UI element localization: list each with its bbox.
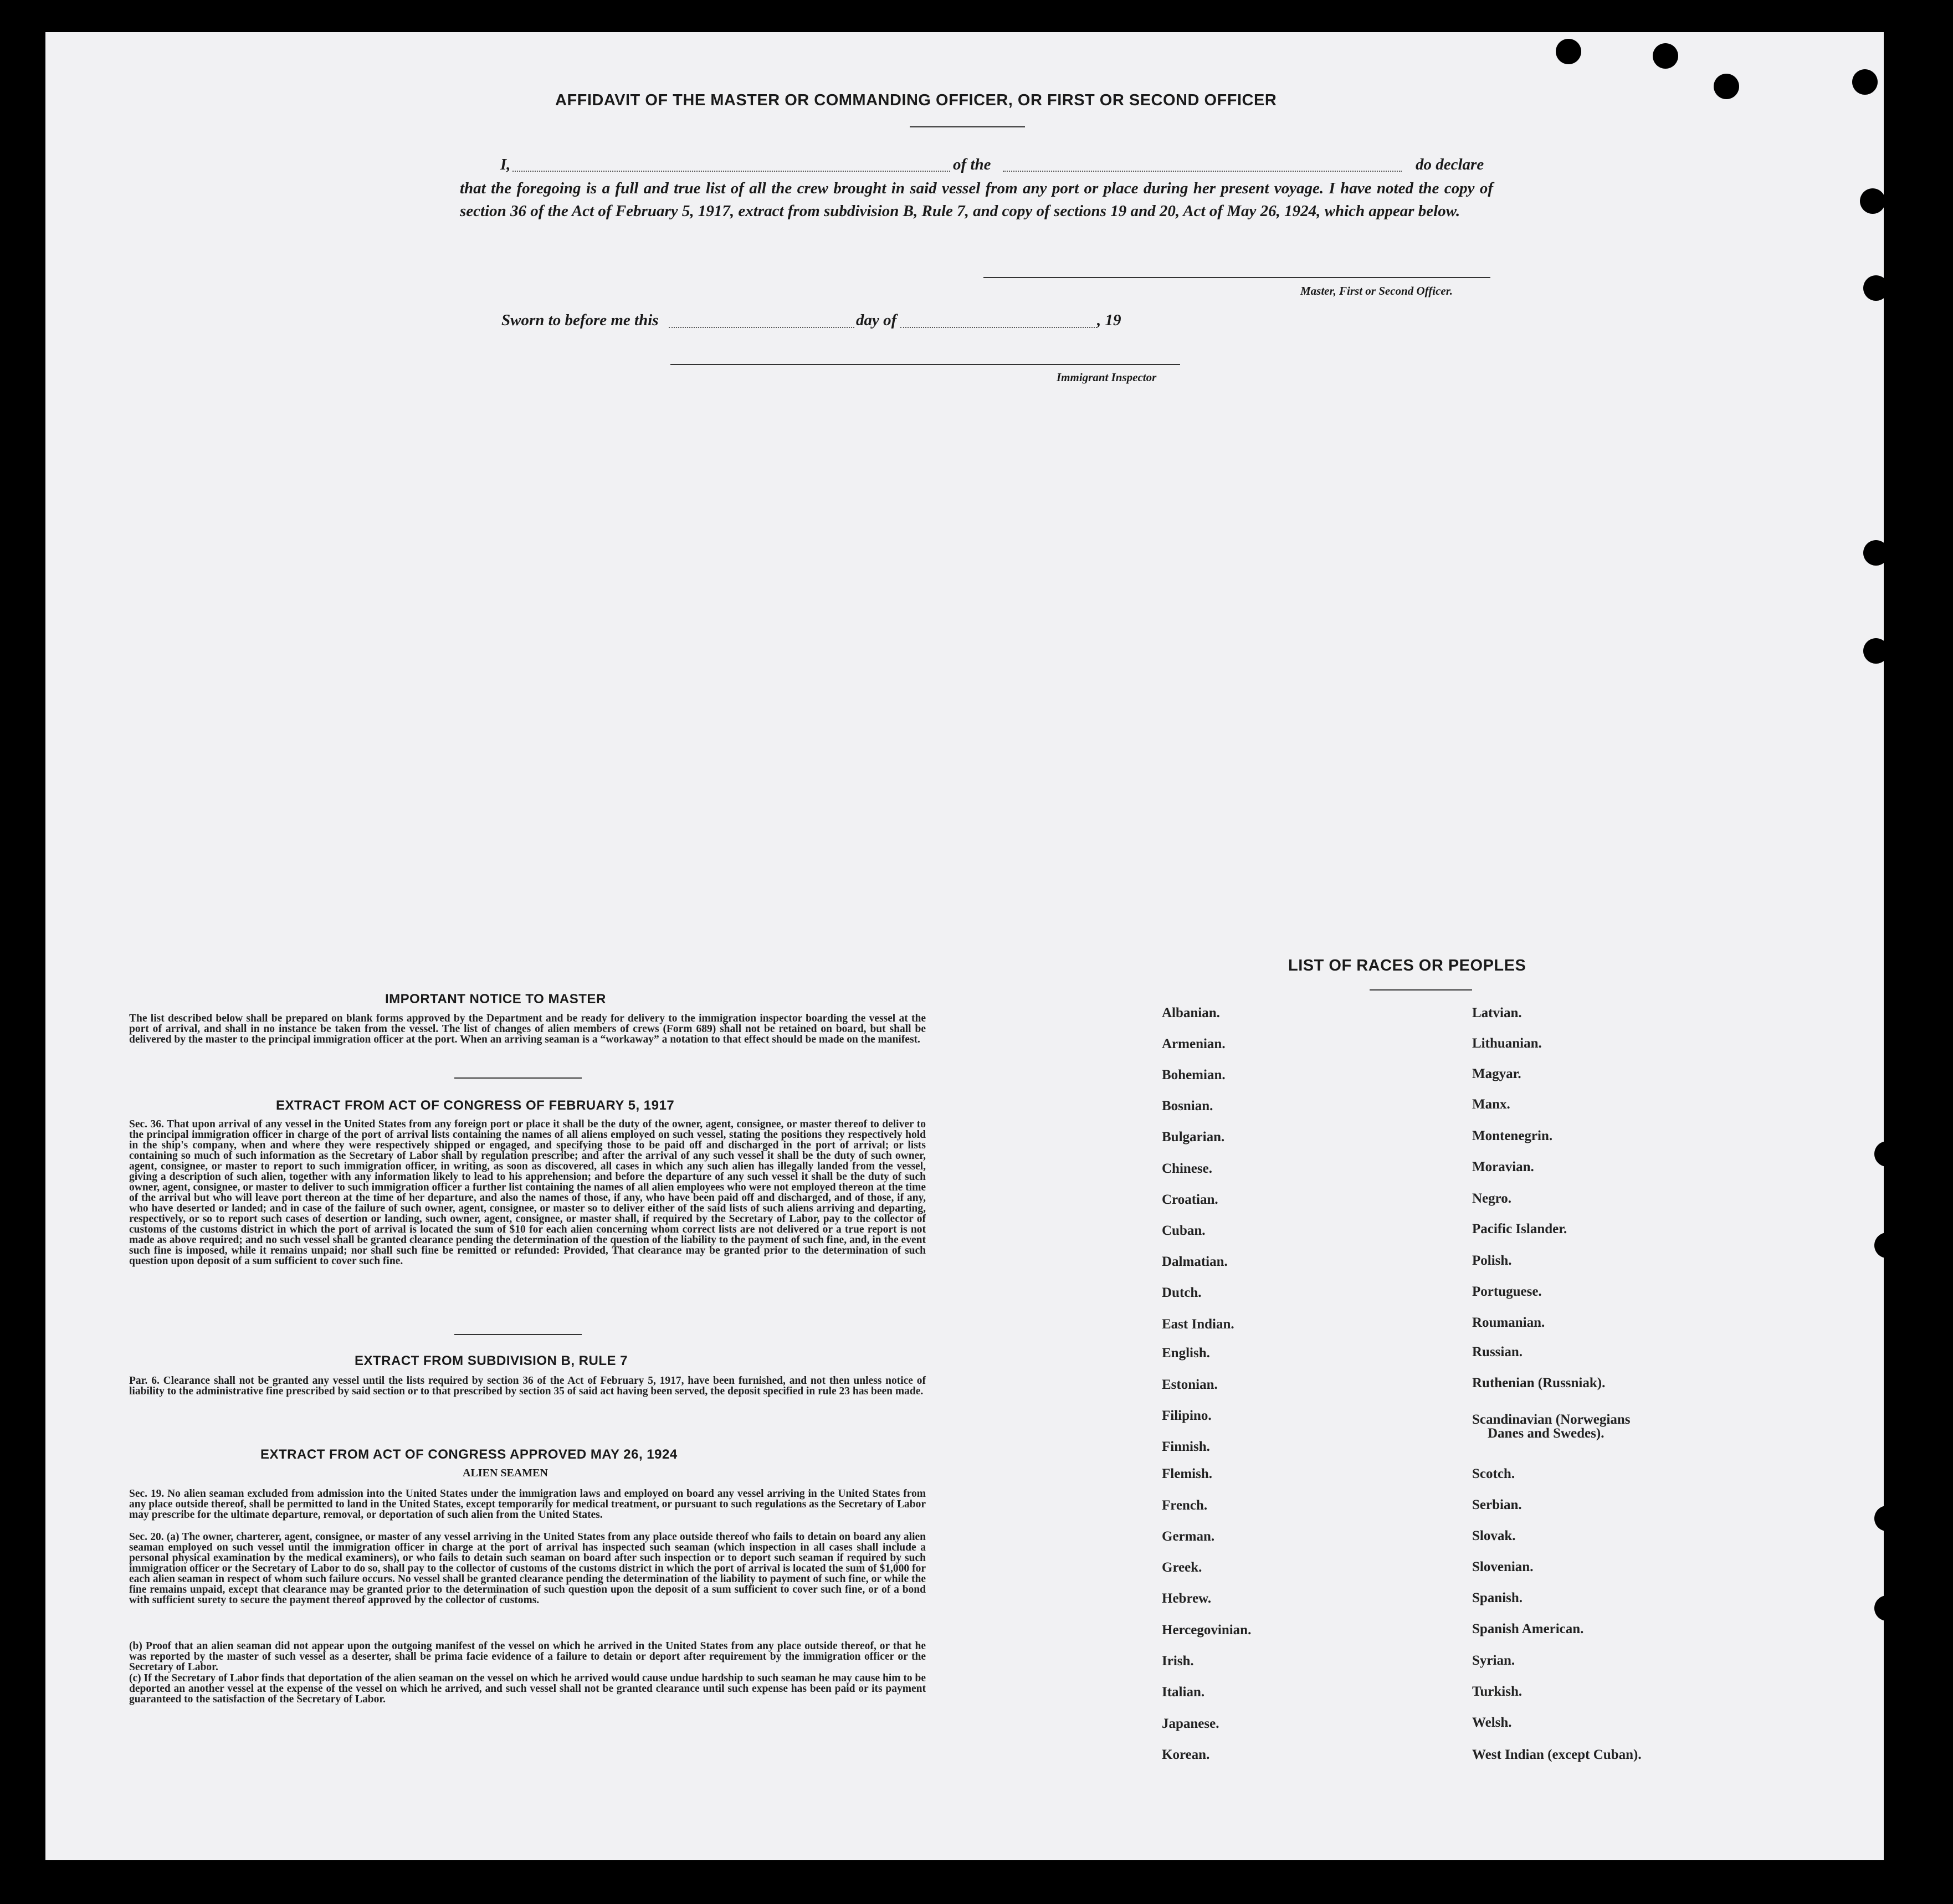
race-item: Finnish. (1162, 1439, 1210, 1454)
punch-hole (1874, 1141, 1900, 1167)
race-item: Albanian. (1162, 1005, 1220, 1020)
sec20a-body: Sec. 20. (a) The owner, charterer, agent, consignee, or master of any vessel arriving in the United States from any place outside thereof who fails to detain on board any alien seaman employed on such vessel until the immigration officer in charge at the port of arrival has inspected such seaman (which inspection in all cases shall include a personal physical examination by the medical examiners), or who fails to detain such seaman on board after such inspection or to deport such seaman if required by such immigration officer or the Secretary of Labor to do so, shall pay to the collector of customs of the customs district in which the port of arrival is located the sum of $1,000 for each alien seaman in respect of whom such failure occurs. No vessel shall be granted clearance pending the determination of the liability to payment of such fine, or while the fine remains unpaid, except that clearance may be granted prior to the determination of such question upon the deposit of a sum sufficient to cover such fine, or of a bond with sufficient surety to secure the payment thereof approved by the collector of customs. (129, 1531, 926, 1606)
title-divider (910, 126, 1025, 127)
race-item: Manx. (1472, 1097, 1510, 1112)
race-item: Japanese. (1162, 1716, 1219, 1731)
sec19-body: Sec. 19. No alien seaman excluded from admission into the United States under the immigration laws and employed on board any vessel arriving in the United States from any place outside thereof, shall be permitted to land in the United States, except temporarily for medical treatment, or pursuant to such regulations as the Secretary of Labor may prescribe for the ultimate departure, removal, or deportation of such alien from the United States. (129, 1488, 926, 1521)
vessel-field[interactable] (1003, 171, 1402, 172)
race-item: Danes and Swedes). (1488, 1426, 1605, 1441)
punch-hole (1852, 69, 1878, 95)
race-item: Moravian. (1472, 1159, 1534, 1174)
race-item: Latvian. (1472, 1005, 1522, 1020)
section-divider (454, 1334, 582, 1335)
notice-body: The list described below shall be prepared on blank forms approved by the Department and be ready for delivery to the immigration inspector boarding the vessel at the port of arrival, and shall in no instance be taken from the vessel. The list of changes of alien members of crews (Form 689) shall not be retained on board, but shall be delivered by the master to the principal immigration officer at the port. When an arriving seaman is a “workaway” a notation to that effect should be made on the manifest. (129, 1013, 926, 1045)
sec20b-body: (b) Proof that an alien seaman did not appear upon the outgoing manifest of the vessel on which he arrived in the United States from any place outside thereof, or that he was reported by the master of such vessel as a deserter, shall be prima facie evidence of a failure to detain or deport after requirement by the immigration officer or the Secretary of Labor. (129, 1640, 926, 1673)
race-item: Estonian. (1162, 1377, 1218, 1392)
punch-hole (1874, 1595, 1900, 1621)
race-item: Flemish. (1162, 1466, 1212, 1481)
race-item: Korean. (1162, 1747, 1210, 1762)
affidavit-i-label: I, (500, 156, 511, 173)
extract-1924-title: EXTRACT FROM ACT OF CONGRESS APPROVED MAY 26, 1924 (260, 1447, 678, 1462)
race-item: Magyar. (1472, 1066, 1521, 1081)
rule7-body: Par. 6. Clearance shall not be granted any vessel until the lists required by section 36 of the Act of February 5, 1917, have been furnished, and not then unless notice of liability to the administrative fine prescribed by said section or to that prescribed by section 35 of said act having been served, the deposit specified in rule 23 has been made. (129, 1375, 926, 1397)
race-item: Turkish. (1472, 1684, 1523, 1699)
race-item: Italian. (1162, 1685, 1205, 1700)
race-item: Russian. (1472, 1344, 1523, 1359)
extract-1917-title: EXTRACT FROM ACT OF CONGRESS OF FEBRUARY 5, 1917 (276, 1098, 675, 1113)
race-item: Chinese. (1162, 1161, 1212, 1176)
affidavit-of-the-label: of the (953, 156, 991, 173)
race-item: East Indian. (1162, 1317, 1234, 1332)
sworn-label: Sworn to before me this (501, 311, 659, 329)
race-item: Slovak. (1472, 1528, 1516, 1543)
inspector-caption: Immigrant Inspector (1057, 371, 1157, 384)
race-item: Hebrew. (1162, 1591, 1212, 1606)
punch-hole (1714, 74, 1739, 99)
race-item: Bosnian. (1162, 1099, 1213, 1113)
race-item: Dutch. (1162, 1285, 1202, 1300)
extract-1917-body: Sec. 36. That upon arrival of any vessel in the United States from any foreign port or place it shall be the duty of the owner, agent, consignee, or master thereof to deliver to the principal immigration officer in charge of the port of arrival lists containing the names of all aliens employed on such vessel, stating the positions they respectively hold in the ship's company, when and where they were respectively shipped or engaged, and specifying those to be paid off and discharged in the port of arrival; or lists containing so much of such information as the Secretary of Labor shall by regulation prescribe; and after the arrival of any such vessel it shall be the duty of such owner, agent, consignee, or master to report to such immigration officer, in writing, as soon as discovered, all cases in which any such alien has illegally landed from the vessel, giving a description of such alien, together with any information likely to lead to his apprehension; and before the departure of any such vessel it shall be the duty of such owner, agent, consignee, or master to deliver to such immigration officer a further list containing the names of all alien employees who were not employed thereon at the time of the arrival but who will leave port thereon at the time of her departure, and also the names of those, if any, who have been paid off and discharged, and of those, if any, who have deserted or landed; and in case of the failure of such owner, agent, consignee, or master so to deliver either of the said lists of such aliens arriving and departing, respectively, or so to report such cases of desertion or landing, such owner, agent, consignee, or master shall, if required by the Secretary of Labor, pay to the collector of customs of the customs district in which the port of arrival is located the sum of $10 for each alien concerning whom correct lists are not delivered or a true report is not made as above required; and no such vessel shall be granted clearance pending the determination of the question of the liability to the payment of such fine, and, in the event such fine is imposed, while it remains unpaid; nor shall such fine be remitted or refunded: Provided, That clearance may be granted prior to the determination of such question upon deposit of a sum sufficient to cover such fine. (129, 1118, 926, 1267)
punch-hole (1863, 540, 1889, 566)
punch-hole (1874, 1233, 1900, 1258)
sec20c-body: (c) If the Secretary of Labor finds that deportation of the alien seaman on the vessel on which he arrived would cause undue hardship to such seaman he may cause him to be deported an another vessel at the expense of the vessel on which he arrived, and such vessel shall not be granted clearance until such expense has been paid or its payment guaranteed to the satisfaction of the Secretary of Labor. (129, 1672, 926, 1705)
sworn-day-field[interactable] (669, 327, 854, 328)
race-item: Roumanian. (1472, 1315, 1545, 1330)
races-title: LIST OF RACES OR PEOPLES (1288, 957, 1526, 974)
race-item: Croatian. (1162, 1192, 1218, 1207)
race-item: English. (1162, 1346, 1210, 1361)
notice-title: IMPORTANT NOTICE TO MASTER (385, 992, 606, 1007)
punch-hole (1863, 275, 1889, 301)
race-item: Lithuanian. (1472, 1036, 1542, 1051)
inspector-signature-line[interactable] (670, 364, 1180, 365)
race-item: Ruthenian (Russniak). (1472, 1376, 1606, 1390)
race-item: Spanish American. (1472, 1621, 1584, 1636)
race-item: Montenegrin. (1472, 1128, 1553, 1143)
race-item: Pacific Islander. (1472, 1222, 1567, 1236)
race-item: Polish. (1472, 1253, 1512, 1268)
punch-hole (1653, 43, 1678, 69)
punch-hole (1556, 39, 1581, 64)
race-item: Armenian. (1162, 1036, 1226, 1051)
race-item: Scotch. (1472, 1466, 1515, 1481)
race-item: Welsh. (1472, 1715, 1512, 1730)
punch-hole (1863, 638, 1889, 664)
master-caption: Master, First or Second Officer. (1300, 284, 1453, 297)
race-item: Bohemian. (1162, 1068, 1226, 1082)
race-item: Filipino. (1162, 1408, 1212, 1423)
master-signature-line[interactable] (983, 277, 1490, 278)
race-item: French. (1162, 1498, 1208, 1513)
race-item: Spanish. (1472, 1590, 1523, 1605)
punch-hole (1874, 1506, 1900, 1531)
race-item: Greek. (1162, 1560, 1202, 1575)
punch-hole (1860, 188, 1885, 214)
extract-1924-subtitle: ALIEN SEAMEN (463, 1467, 548, 1479)
affidavit-statement: that the foregoing is a full and true list of all the crew brought in said vessel from any port or place during her present voyage. I have noted the copy of section 36 of the Act of February 5, 1917, extract from subdivision B, Rule 7, and copy of sections 19 and 20, Act of May 26, 1924, which appear below. (460, 179, 1493, 220)
affidavit-declare-label: do declare (1416, 156, 1484, 173)
name-field[interactable] (512, 171, 950, 172)
race-item: West Indian (except Cuban). (1472, 1747, 1642, 1762)
race-item: Slovenian. (1472, 1559, 1534, 1574)
race-item: Scandinavian (Norwegians (1472, 1412, 1631, 1427)
section-divider (454, 1077, 582, 1079)
race-item: Dalmatian. (1162, 1254, 1228, 1269)
race-item: German. (1162, 1529, 1215, 1544)
race-item: Irish. (1162, 1654, 1194, 1669)
race-item: Hercegovinian. (1162, 1623, 1252, 1638)
race-item: Bulgarian. (1162, 1130, 1225, 1145)
rule7-title: EXTRACT FROM SUBDIVISION B, RULE 7 (355, 1353, 628, 1368)
sworn-month-field[interactable] (900, 327, 1097, 328)
race-item: Serbian. (1472, 1497, 1522, 1512)
races-divider (1370, 989, 1472, 991)
race-item: Negro. (1472, 1191, 1512, 1206)
race-item: Portuguese. (1472, 1284, 1542, 1299)
day-of-label: day of (856, 311, 897, 329)
race-item: Cuban. (1162, 1223, 1206, 1238)
year-prefix: , 19 (1097, 311, 1121, 329)
race-item: Syrian. (1472, 1653, 1515, 1668)
affidavit-title: AFFIDAVIT OF THE MASTER OR COMMANDING OFFICER, OR FIRST OR SECOND OFFICER (555, 91, 1277, 109)
